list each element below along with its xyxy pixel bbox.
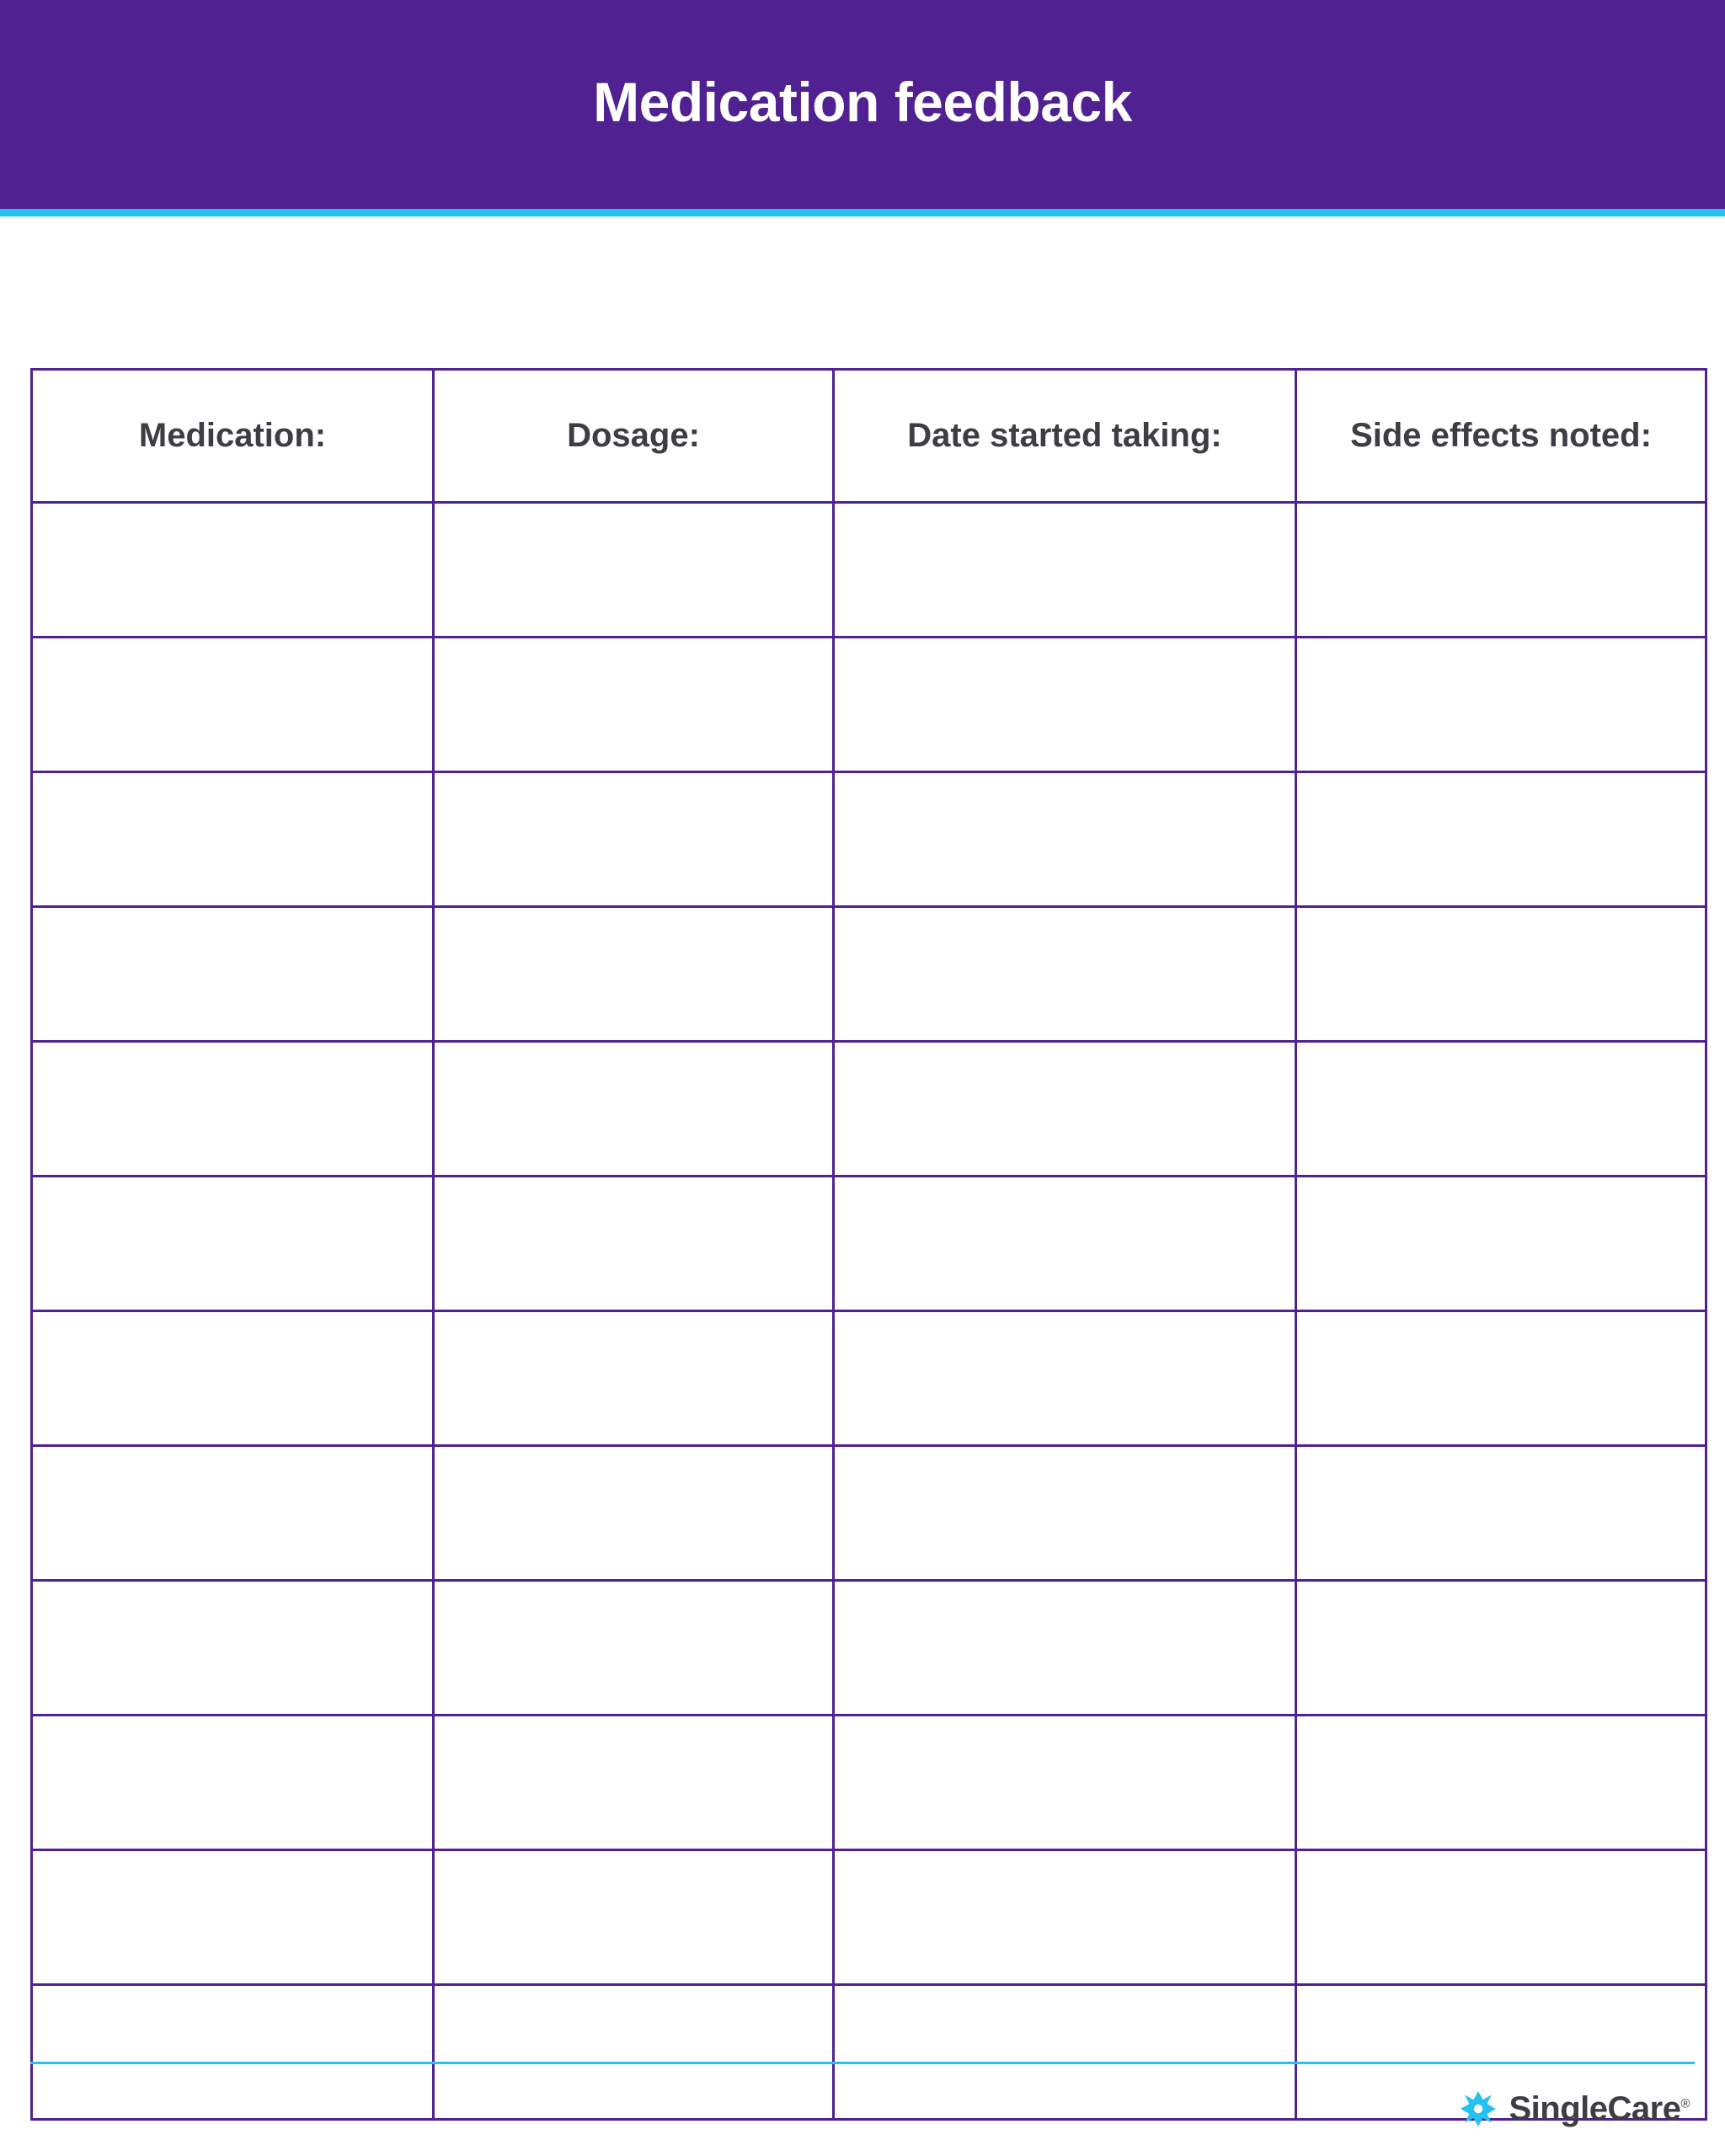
table-row [32,638,1706,772]
cell-dosage[interactable] [434,1042,834,1177]
cell-dosage[interactable] [434,1716,834,1850]
cell-medication[interactable] [32,1850,434,1985]
column-header-dosage-label: Dosage: [567,417,700,455]
page-footer [0,2062,1725,2156]
table-row [32,1177,1706,1311]
table-body [32,503,1706,2120]
table-row [32,1581,1706,1716]
cell-medication[interactable] [32,1581,434,1716]
table-row [32,1311,1706,1446]
worksheet-body [0,216,1725,2156]
column-header-dosage [434,370,834,503]
column-header-date-started [834,370,1296,503]
cell-date_started[interactable] [834,1850,1296,1985]
cell-side_effects[interactable] [1296,1850,1706,1985]
cell-side_effects[interactable] [1296,772,1706,907]
table-row [32,503,1706,638]
table-row [32,1446,1706,1581]
brand-name [1509,2092,1690,2126]
medication-feedback-table [30,368,1707,2121]
cell-dosage[interactable] [434,1446,834,1581]
cell-medication[interactable] [32,1716,434,1850]
column-header-side-effects [1296,370,1706,503]
cell-dosage[interactable] [434,638,834,772]
table-header-row [32,370,1706,503]
column-header-medication [32,370,434,503]
cell-date_started[interactable] [834,1177,1296,1311]
cell-side_effects[interactable] [1296,907,1706,1042]
cell-dosage[interactable] [434,1311,834,1446]
cell-dosage[interactable] [434,1850,834,1985]
cell-date_started[interactable] [834,503,1296,638]
cell-side_effects[interactable] [1296,503,1706,638]
table-row [32,1042,1706,1177]
column-header-date-started-label: Date started taking: [907,417,1222,455]
singlecare-cross-icon [1460,2090,1497,2127]
cell-medication[interactable] [32,907,434,1042]
column-header-medication-label: Medication: [138,417,327,455]
cell-side_effects[interactable] [1296,1042,1706,1177]
cell-dosage[interactable] [434,503,834,638]
page-title: Medication feedback [593,71,1132,133]
cell-side_effects[interactable] [1296,1177,1706,1311]
cell-date_started[interactable] [834,1311,1296,1446]
footer-accent-line [30,2062,1695,2064]
brand-name-text: SingleCare [1509,2090,1681,2127]
cell-medication[interactable] [32,772,434,907]
cell-medication[interactable] [32,1446,434,1581]
cell-date_started[interactable] [834,1042,1296,1177]
brand-logo [1460,2090,1690,2127]
table-row [32,772,1706,907]
cell-date_started[interactable] [834,638,1296,772]
cell-medication[interactable] [32,1042,434,1177]
cell-date_started[interactable] [834,907,1296,1042]
cell-medication[interactable] [32,503,434,638]
cell-side_effects[interactable] [1296,1581,1706,1716]
cell-side_effects[interactable] [1296,638,1706,772]
brand-registered-mark: ® [1680,2096,1690,2111]
table-row [32,1716,1706,1850]
cell-side_effects[interactable] [1296,1716,1706,1850]
cell-dosage[interactable] [434,1177,834,1311]
page-header [0,0,1725,209]
cell-medication[interactable] [32,638,434,772]
cell-dosage[interactable] [434,1581,834,1716]
cell-dosage[interactable] [434,907,834,1042]
table-row [32,907,1706,1042]
cell-side_effects[interactable] [1296,1311,1706,1446]
cell-date_started[interactable] [834,1581,1296,1716]
table-header-row-group [32,370,1706,503]
cell-side_effects[interactable] [1296,1446,1706,1581]
column-header-side-effects-label: Side effects noted: [1350,417,1652,455]
table-row [32,1850,1706,1985]
cell-date_started[interactable] [834,772,1296,907]
cell-date_started[interactable] [834,1716,1296,1850]
header-accent-line [0,209,1725,216]
medication-table-container [30,368,1695,2121]
cell-medication[interactable] [32,1311,434,1446]
cell-dosage[interactable] [434,772,834,907]
cell-medication[interactable] [32,1177,434,1311]
cell-date_started[interactable] [834,1446,1296,1581]
